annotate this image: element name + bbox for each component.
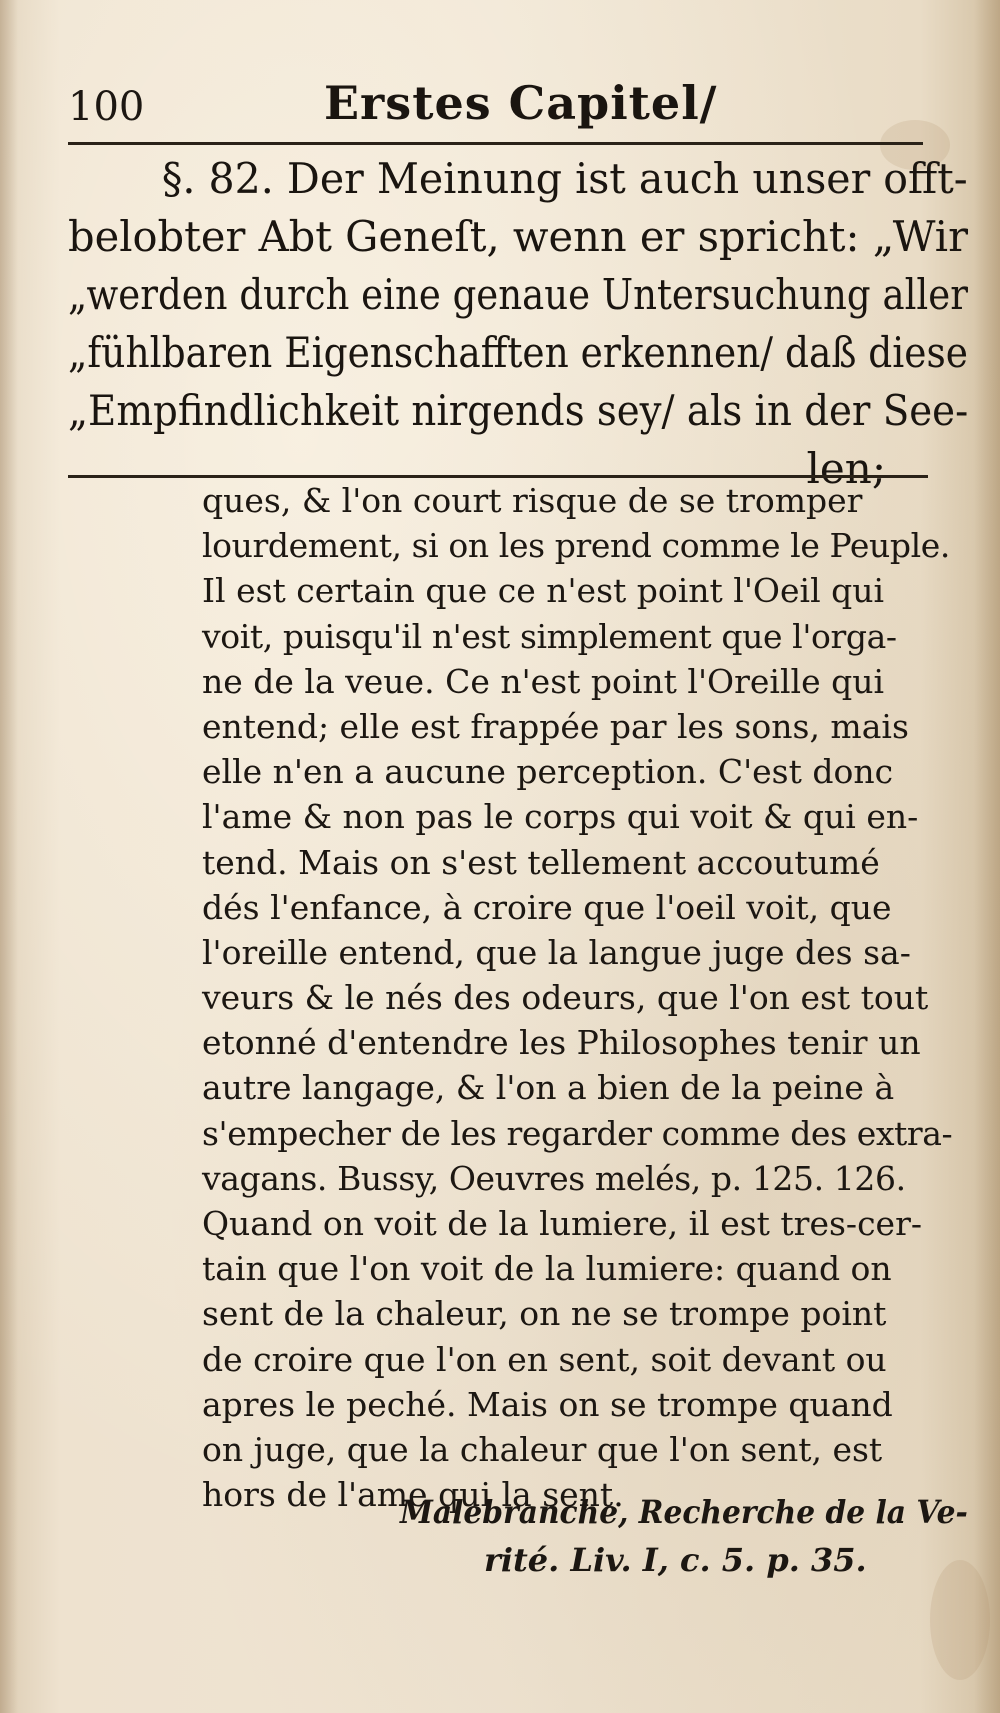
text-line: vagans. Bussy, Oeuvres melés, p. 125. 126. bbox=[202, 1158, 906, 1198]
text-line: veurs & le nés des odeurs, que l'on est tout bbox=[202, 978, 929, 1018]
text-line: „fühlbaren Eigenschafften erkennen/ daß diese bbox=[68, 328, 968, 377]
text-line: sent de la chaleur, on ne se trompe point bbox=[202, 1294, 887, 1334]
german-paragraph bbox=[68, 150, 969, 498]
text-line: ne de la veue. Ce n'est point l'Oreille qui bbox=[202, 661, 885, 701]
text-line: elle n'en a aucune perception. C'est donc bbox=[202, 752, 894, 792]
text-line: §. 82. Der Meinung ist auch unser offt- bbox=[161, 154, 968, 203]
header-rule bbox=[68, 142, 923, 145]
text-line: len; bbox=[806, 444, 886, 493]
text-line: autre langage, & l'on a bien de la peine à bbox=[202, 1068, 895, 1108]
text-line: entend; elle est frappée par les sons, mais bbox=[202, 706, 909, 746]
text-line: Quand on voit de la lumiere, il est tres-cer- bbox=[202, 1204, 923, 1243]
citation-line: Malebranche, Recherche de la Ve- bbox=[400, 1493, 968, 1531]
text-line: lourdement, si on les prend comme le Peuple. bbox=[202, 526, 950, 566]
text-line: „Empfindlichkeit nirgends sey/ als in der See- bbox=[68, 386, 969, 435]
text-line: l'ame & non pas le corps qui voit & qui en- bbox=[202, 797, 919, 837]
text-line: voit, puisqu'il n'est simplement que l'orga- bbox=[202, 616, 897, 656]
text-line: s'empecher de les regarder comme des extra- bbox=[202, 1113, 953, 1153]
page-number: 100 bbox=[68, 84, 145, 130]
text-line: tend. Mais on s'est tellement accoutumé bbox=[202, 842, 880, 882]
citation-line: rité. Liv. I, c. 5. p. 35. bbox=[484, 1541, 867, 1579]
french-footnote bbox=[202, 478, 953, 1517]
running-head: Erstes Capitel/ bbox=[324, 76, 718, 130]
page-header bbox=[68, 68, 928, 138]
text-line: Il est certain que ce n'est point l'Oeil qui bbox=[202, 571, 885, 611]
text-line: ques, & l'on court risque de se tromper bbox=[202, 481, 863, 520]
text-line: apres le peché. Mais on se trompe quand bbox=[202, 1384, 893, 1424]
text-line: dés l'enfance, à croire que l'oeil voit, que bbox=[202, 887, 892, 927]
text-line: de croire que l'on en sent, soit devant ou bbox=[202, 1339, 887, 1379]
text-line: „werden durch eine genaue Untersuchung aller bbox=[68, 270, 968, 319]
page-gutter-shadow bbox=[0, 0, 18, 1713]
text-line: hors de l'ame qui la sent. bbox=[202, 1475, 624, 1515]
text-line: on juge, que la chaleur que l'on sent, est bbox=[202, 1429, 883, 1469]
text-line: etonné d'entendre les Philosophes tenir un bbox=[202, 1023, 921, 1063]
text-line: tain que l'on voit de la lumiere: quand on bbox=[202, 1249, 892, 1289]
page-edge-shadow bbox=[974, 0, 1000, 1713]
text-line: belobter Abt Geneſt, wenn er spricht: „Wir bbox=[68, 212, 968, 261]
text-line: l'oreille entend, que la langue juge des sa- bbox=[202, 932, 911, 972]
citation bbox=[400, 1488, 968, 1584]
